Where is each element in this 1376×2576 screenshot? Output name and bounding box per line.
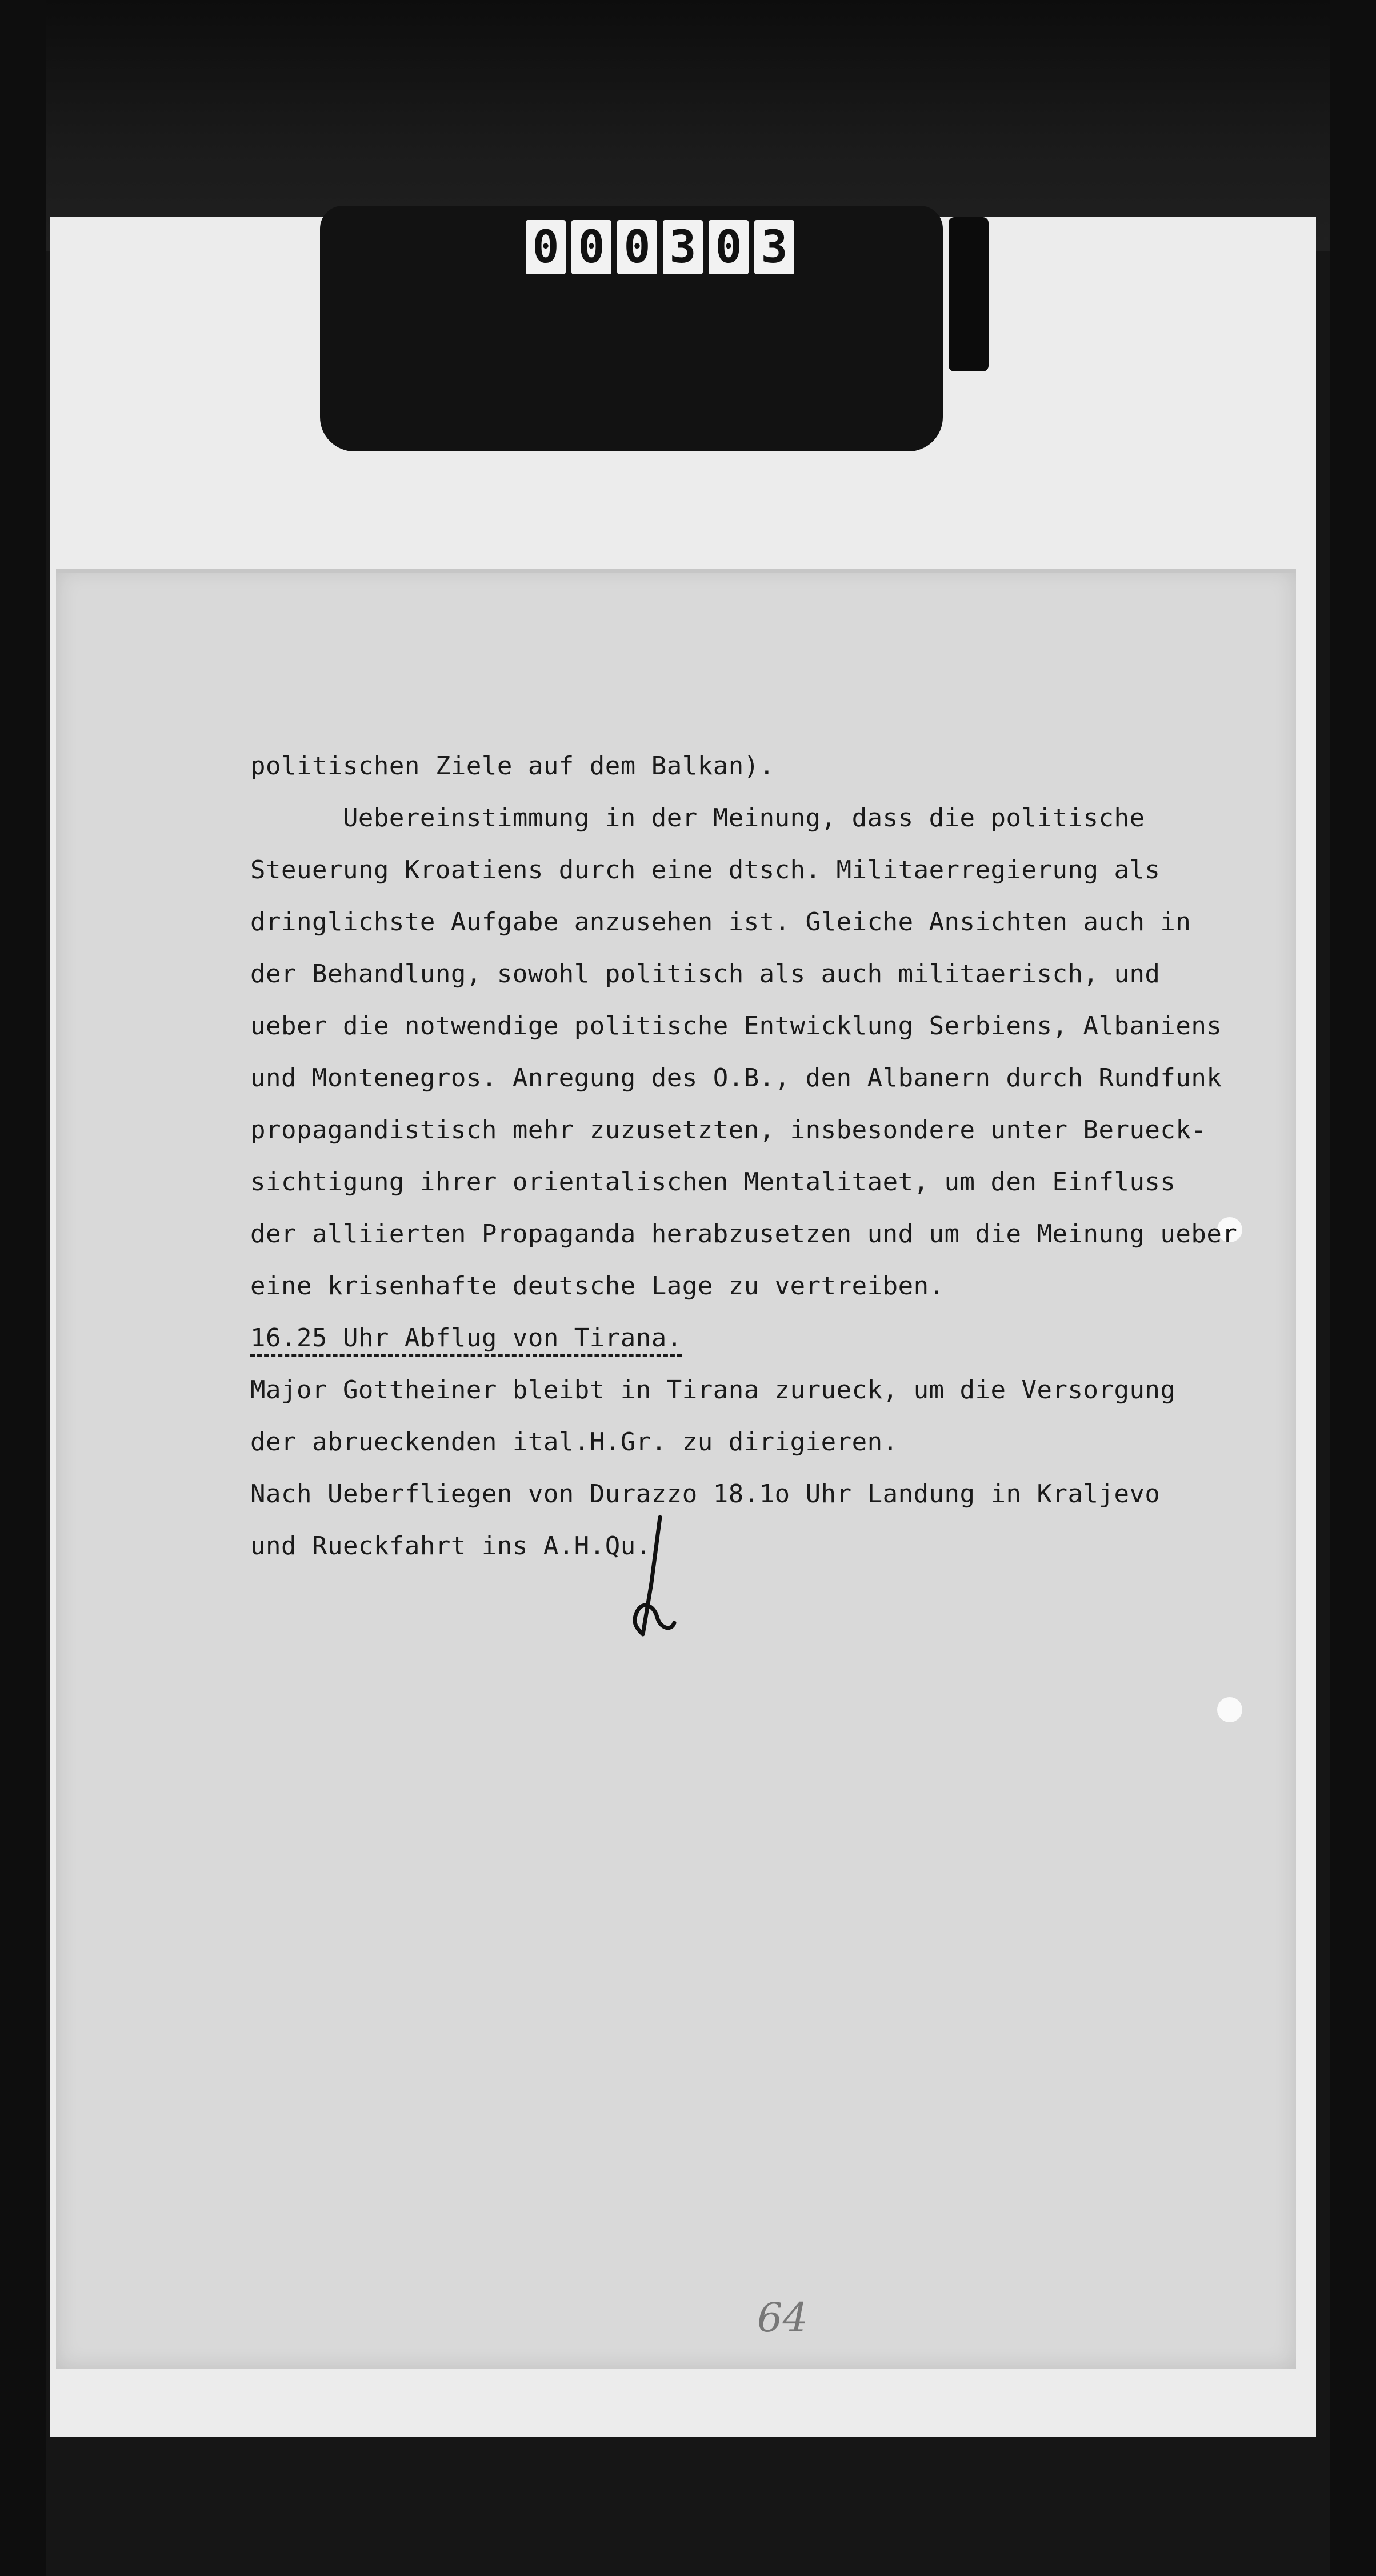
typed-document-body [250,740,1267,1572]
text-line: der abrueckenden ital.H.Gr. zu dirigieren. [250,1427,898,1457]
text-line: dringlichste Aufgabe anzusehen ist. Gleiche Ansichten auch in [250,907,1191,937]
text-line: der alliierten Propaganda herabzusetzen und um die Meinung ueber [250,1219,1238,1249]
counter-digit: 0 [617,220,657,274]
counter-digit: 0 [571,220,611,274]
film-edge-right [1330,0,1376,2576]
text-line: Nach Ueberfliegen von Durazzo 18.1o Uhr Landung in Kraljevo [250,1479,1161,1509]
handwritten-page-number: 64 [757,2294,809,2341]
text-line: ueber die notwendige politische Entwicklung Serbiens, Albaniens [250,1011,1222,1041]
counter-digit: 0 [709,220,749,274]
text-line: sichtigung ihrer orientalischen Mentalitaet, um den Einfluss [250,1167,1176,1197]
counter-digit: 0 [526,220,566,274]
signature-initial [620,1514,677,1640]
counter-digit: 3 [754,220,794,274]
punch-hole [1217,1697,1242,1722]
text-line: 16.25 Uhr Abflug von Tirana. [250,1323,682,1353]
text-line: Steuerung Kroatiens durch eine dtsch. Militaerregierung als [250,855,1161,885]
film-edge-left [0,0,46,2576]
text-line: propagandistisch mehr zuzusetzten, insbesondere unter Berueck- [250,1115,1207,1145]
text-line: und Montenegros. Anregung des O.B., den Albanern durch Rundfunk [250,1063,1222,1093]
text-line: und Rueckfahrt ins A.H.Qu. [250,1531,651,1561]
text-line: Major Gottheiner bleibt in Tirana zurueck, um die Versorgung [250,1375,1176,1405]
frame-counter-display [526,220,794,277]
text-line: eine krisenhafte deutsche Lage zu vertreiben. [250,1271,945,1301]
text-line: Uebereinstimmung in der Meinung, dass die politische [250,803,1145,833]
text-line: der Behandlung, sowohl politisch als auch militaerisch, und [250,959,1161,989]
text-line: politischen Ziele auf dem Balkan). [250,751,775,781]
page-top-edge [56,569,1296,573]
frame-counter-knob [949,217,989,371]
counter-digit: 3 [663,220,703,274]
